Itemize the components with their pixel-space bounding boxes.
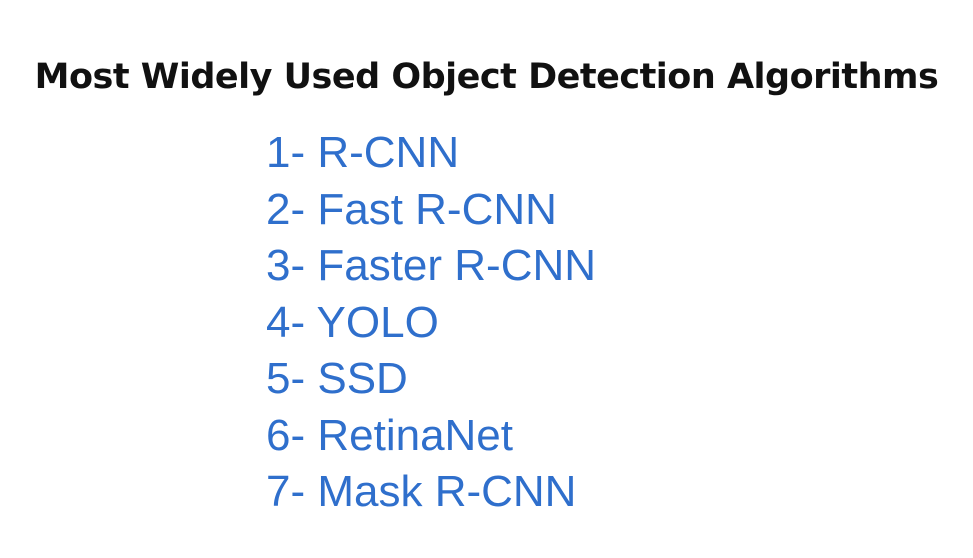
list-item: 5- SSD — [266, 354, 408, 403]
list-item: 1- R-CNN — [266, 128, 460, 177]
algorithm-list — [266, 125, 596, 521]
list-item: 2- Fast R-CNN — [266, 184, 557, 234]
page-title: Most Widely Used Object Detection Algorithms — [34, 57, 939, 97]
list-item: 3- Faster R-CNN — [266, 241, 597, 290]
list-item: 7- Mask R-CNN — [266, 467, 577, 516]
list-item: 4- YOLO — [266, 297, 439, 347]
list-item: 6- RetinaNet — [266, 410, 514, 460]
